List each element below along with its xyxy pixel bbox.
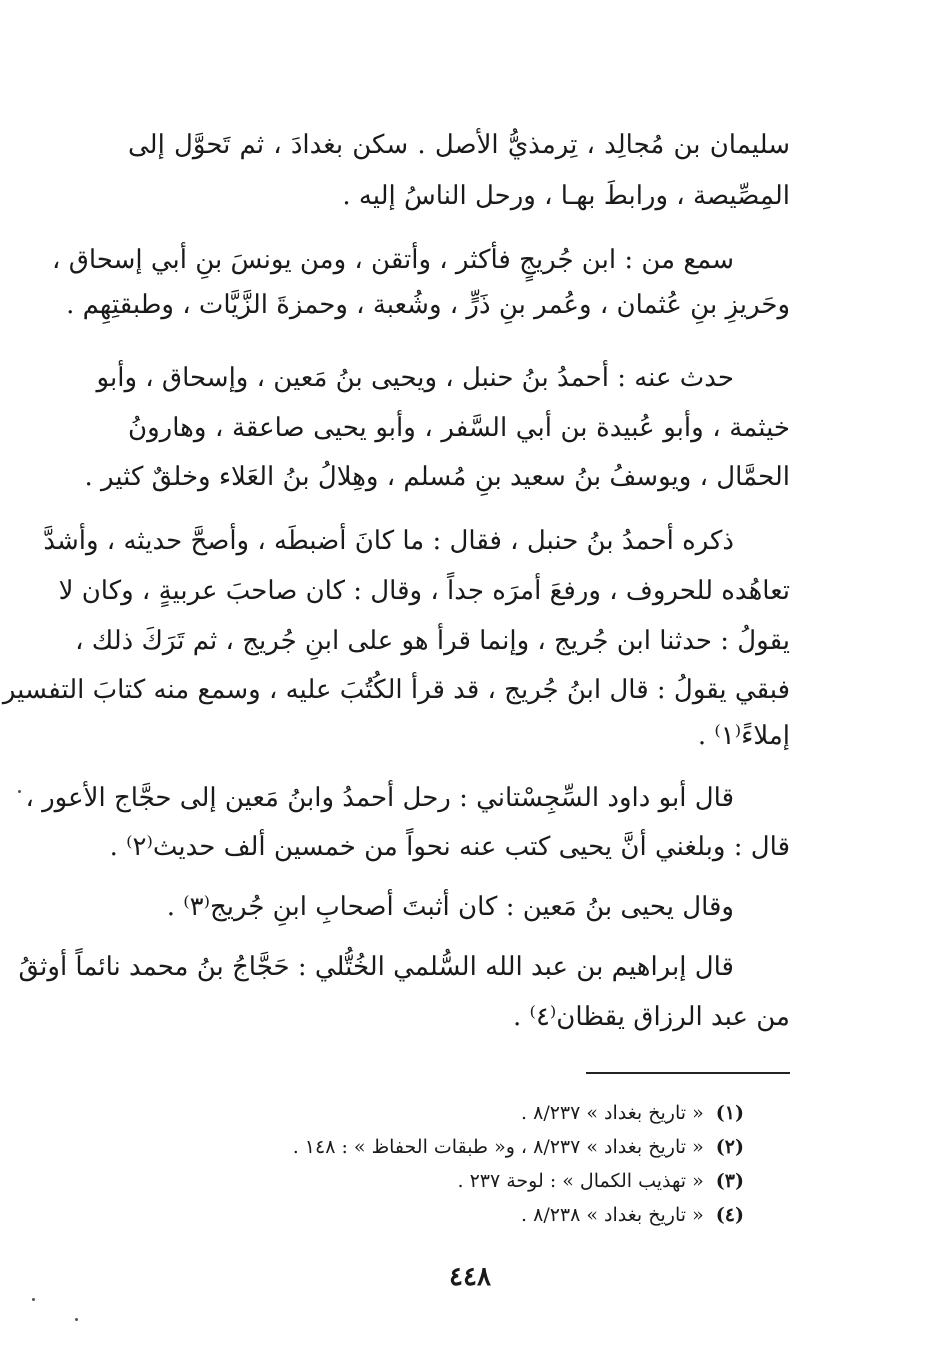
footnote-number: (٢)	[715, 1136, 744, 1158]
text-line: حدث عنه : أحمدُ بنُ حنبل ، ويحيى بنُ مَعين ، وإسحاق ، وأبو	[96, 363, 734, 393]
footnote	[184, 1198, 744, 1232]
text-line: سليمان بن مُجالِد ، تِرمذيُّ الأصل . سكن بغدادَ ، ثم تَحوَّل إلى	[128, 130, 790, 160]
text-line: وقال يحيى بنُ مَعين : كان أثبتَ أصحابِ ابنِ جُريج⁽٣⁾ .	[166, 892, 734, 922]
text-line: قال أبو داود السِّجِسْتاني : رحل أحمدُ وابنُ مَعين إلى حجَّاج الأعور ،	[25, 783, 734, 813]
paragraph-2	[52, 235, 790, 335]
scan-speck	[18, 790, 21, 793]
scan-speck	[75, 1318, 78, 1321]
footnote-text: « تاريخ بغداد » ٨/٢٣٨ .	[521, 1204, 704, 1226]
footnote-text: « تهذيب الكمال » : لوحة ٢٣٧ .	[457, 1170, 704, 1192]
footnote-number: (١)	[715, 1102, 744, 1124]
page-number: ٤٤٨	[449, 1262, 491, 1292]
text-line: سمع من : ابن جُريجٍ فأكثر ، وأتقن ، ومن يونسَ بنِ أبي إسحاق ،	[52, 245, 734, 275]
footnote	[184, 1096, 744, 1130]
text-line: ذكره أحمدُ بنُ حنبل ، فقال : ما كانَ أضبطَه ، وأصحَّ حديثه ، وأشدَّ	[43, 526, 734, 556]
text-line: خيثمة ، وأبو عُبيدة بن أبي السَّفر ، وأبو يحيى صاعقة ، وهارونُ	[128, 413, 790, 443]
paragraph-4	[2, 518, 790, 768]
paragraph-7	[18, 944, 790, 1044]
text-line: وحَريزِ بنِ عُثمان ، وعُمر بنِ ذَرٍّ ، وشُعبة ، وحمزةَ الزَّيَّات ، وطبقتِهِم .	[66, 290, 790, 320]
scan-speck	[32, 1298, 35, 1301]
footnote	[184, 1130, 744, 1164]
text-line: فبقي يقولُ : قال ابنُ جُريج ، قد قرأ الكُتُبَ عليه ، وسمع منه كتابَ التفسير	[2, 675, 790, 705]
footnote-text: « تاريخ بغداد » ٨/٢٣٧ ، و« طبقات الحفاظ » : ١٤٨ .	[292, 1136, 704, 1158]
footnote-divider	[586, 1072, 790, 1074]
text-line: قال إبراهيم بن عبد الله السُّلمي الخُتُّلي : حَجَّاجُ بنُ محمد نائماً أوثقُ	[18, 952, 734, 982]
footnote-number: (٤)	[715, 1204, 744, 1226]
paragraph-3	[84, 355, 790, 505]
footnote	[184, 1164, 744, 1198]
footnote-text: « تاريخ بغداد » ٨/٢٣٧ .	[521, 1102, 704, 1124]
footnotes	[184, 1096, 744, 1232]
paragraph-5	[25, 775, 790, 875]
text-line: يقولُ : حدثنا ابن جُريج ، وإنما قرأ هو على ابنِ جُريج ، ثم تَرَكَ ذلك ،	[75, 626, 790, 656]
text-line: من عبد الرزاق يقظان⁽٤⁾ .	[513, 1002, 790, 1032]
text-line: تعاهُده للحروف ، ورفعَ أمرَه جداً ، وقال : كان صاحبَ عربيةٍ ، وكان لا	[58, 576, 790, 606]
paragraph-1	[128, 120, 790, 220]
text-line: قال : وبلغني أنَّ يحيى كتب عنه نحواً من خمسين ألف حديث⁽٢⁾ .	[109, 832, 790, 862]
footnote-number: (٣)	[715, 1170, 744, 1192]
text-line: الحمَّال ، ويوسفُ بنُ سعيد بنِ مُسلم ، وهِلالُ بنُ العَلاء وخلقٌ كثير .	[84, 462, 790, 492]
text-line: المِصِّيصة ، ورابطَ بهـا ، ورحل الناسُ إليه .	[342, 181, 790, 211]
text-line: إملاءً⁽١⁾ .	[697, 721, 790, 751]
paragraph-6	[128, 884, 790, 934]
